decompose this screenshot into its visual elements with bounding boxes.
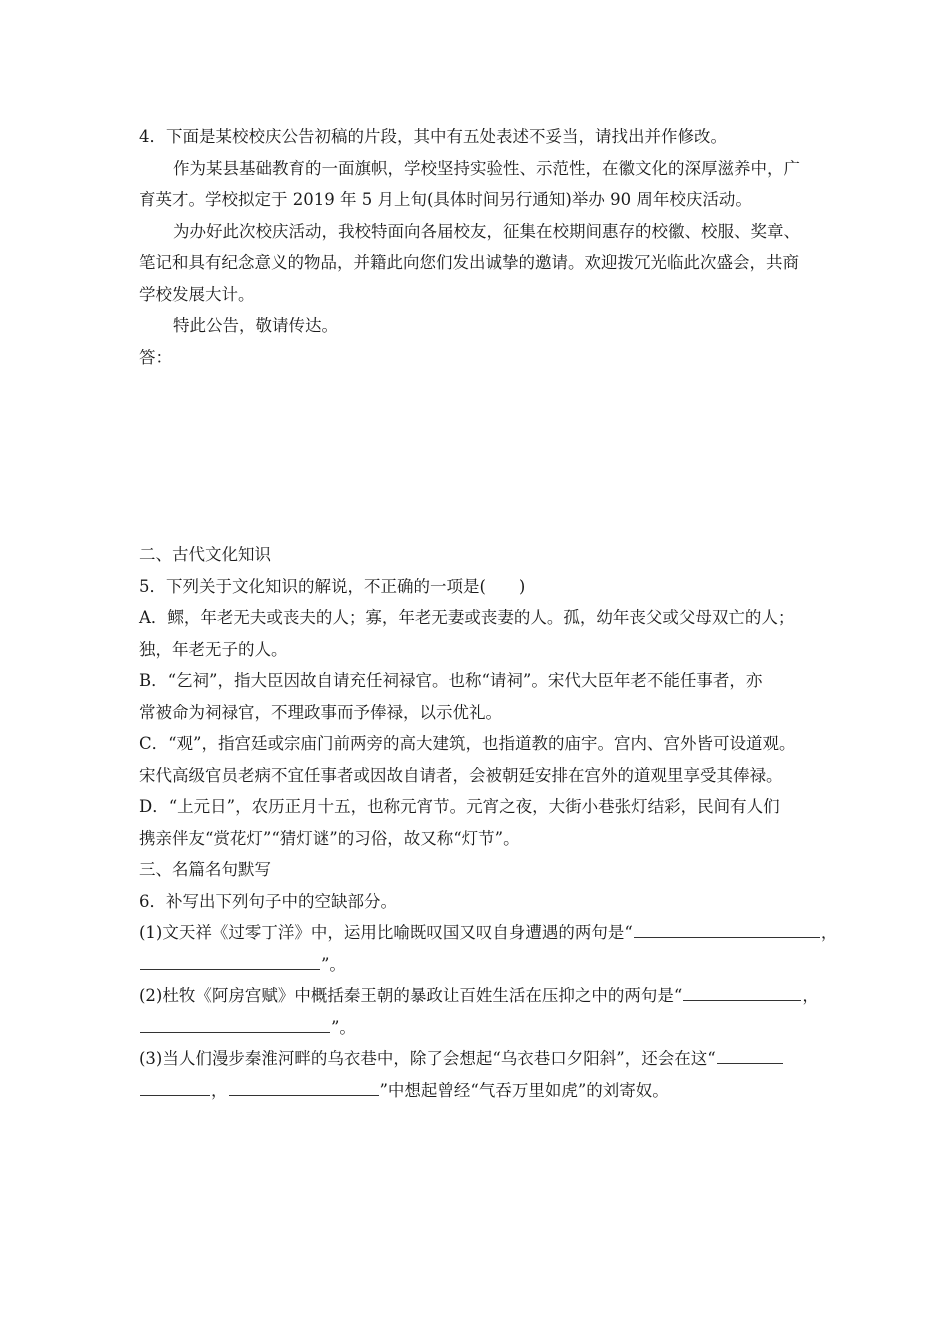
fill-blank[interactable]: [634, 919, 820, 938]
item-2-line-1: [139, 980, 821, 1012]
document-body: [139, 121, 838, 1106]
item-3-close: ”中想起曾经“气吞万里如虎”的刘寄奴。: [379, 1080, 669, 1100]
notice-paragraph-2-line-3: 学校发展大计。: [139, 284, 255, 304]
question-5-stem: 5．下列关于文化知识的解说，不正确的一项是( ): [139, 576, 526, 596]
option-a-line-1: A．鳏，年老无夫或丧夫的人；寡，年老无妻或丧妻的人。孤，幼年丧父或父母双亡的人；: [139, 608, 795, 627]
item-1-line-2: [139, 949, 821, 981]
item-3-line-2: [139, 1075, 821, 1107]
option-b-line-2: 常被命为祠禄官，不理政事而予俸禄，以示优礼。: [139, 702, 502, 722]
question-4-stem: 4．下面是某校校庆公告初稿的片段，其中有五处表述不妥当，请找出并作修改。: [139, 127, 727, 146]
answer-space: [139, 373, 821, 539]
option-c-line-1: C．“观”，指宫廷或宗庙门前两旁的高大建筑，也指道教的庙宇。宫内、宫外皆可设道观。: [139, 734, 796, 753]
item-2-line-2: [139, 1012, 821, 1044]
item-3-prompt: (3)当人们漫步秦淮河畔的乌衣巷中，除了会想起“乌衣巷口夕阳斜”，还会在这“: [139, 1049, 716, 1068]
fill-blank[interactable]: [140, 951, 320, 970]
item-1-line-1: [139, 917, 838, 949]
item-2-comma: ，: [802, 986, 819, 1005]
notice-paragraph-1-line-2: 育英才。学校拟定于 2019 年 5 月上旬(具体时间另行通知)举办 90 周年校庆活动。: [139, 190, 752, 209]
question-6-stem: 6．补写出下列句子中的空缺部分。: [139, 891, 397, 911]
item-1-comma: ，: [820, 923, 838, 942]
notice-paragraph-1-line-1: 作为某县基础教育的一面旗帜，学校坚持实验性、示范性，在徽文化的深厚滋养中，广: [173, 158, 800, 178]
item-2-prompt: (2)杜牧《阿房宫赋》中概括秦王朝的暴政让百姓生活在压抑之中的两句是“: [139, 986, 683, 1005]
option-c-line-2: 宋代高级官员老病不宜任事者或因故自请者，会被朝廷安排在宫外的道观里享受其俸禄。: [139, 765, 783, 785]
section-2-heading: 二、古代文化知识: [139, 545, 271, 564]
fill-blank[interactable]: [717, 1045, 783, 1064]
fill-blank[interactable]: [140, 1077, 210, 1096]
item-1-close: ”。: [321, 954, 346, 974]
notice-paragraph-2-line-1: 为办好此次校庆活动，我校特面向各届校友，征集在校期间惠存的校徽、校服、奖章、: [173, 221, 800, 241]
option-d-line-1: D．“上元日”，农历正月十五，也称元宵节。元宵之夜，大街小巷张灯结彩，民间有人们: [139, 797, 780, 816]
item-2-close: ”。: [331, 1017, 356, 1037]
item-3-line-1: [139, 1043, 821, 1075]
notice-paragraph-2-line-2: 笔记和具有纪念意义的物品，并籍此向您们发出诚挚的邀请。欢迎拨冗光临此次盛会，共商: [139, 253, 799, 272]
section-3-heading: 三、名篇名句默写: [139, 860, 271, 879]
answer-label: 答：: [139, 347, 172, 367]
fill-blank[interactable]: [229, 1077, 379, 1096]
item-3-comma: ，: [211, 1080, 228, 1100]
notice-closing: 特此公告，敬请传达。: [173, 316, 338, 335]
option-d-line-2: 携亲伴友“赏花灯”“猜灯谜”的习俗，故又称“灯节”。: [139, 828, 520, 848]
option-b-line-1: B．“乞祠”，指大臣因故自请充任祠禄官。也称“请祠”。宋代大臣年老不能任事者，亦: [139, 671, 763, 690]
option-a-line-2: 独，年老无子的人。: [139, 639, 288, 659]
fill-blank[interactable]: [683, 982, 801, 1001]
fill-blank[interactable]: [140, 1014, 330, 1033]
item-1-prompt: (1)文天祥《过零丁洋》中，运用比喻既叹国又叹自身遭遇的两句是“: [139, 923, 633, 942]
